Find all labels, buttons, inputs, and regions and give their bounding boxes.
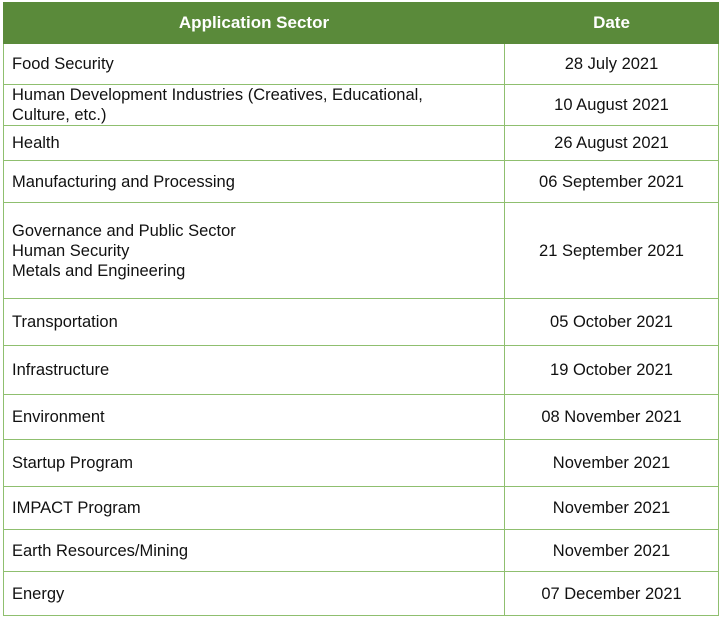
sector-cell [4, 203, 505, 299]
sector-name: Transportation [12, 313, 118, 331]
date-cell: 26 August 2021 [505, 126, 719, 161]
date-cell: 21 September 2021 [505, 203, 719, 299]
application-schedule-table [3, 2, 719, 616]
sector-name: Metals and Engineering [12, 261, 186, 280]
table-row [4, 161, 719, 203]
date-cell: 07 December 2021 [505, 572, 719, 616]
sector-name: Infrastructure [12, 361, 110, 379]
table-row [4, 572, 719, 616]
header-date: Date [505, 3, 719, 44]
date-cell: 05 October 2021 [505, 299, 719, 346]
sector-name: Environment [12, 408, 105, 426]
sector-name: Health [12, 134, 60, 152]
sector-cell [4, 85, 505, 126]
date-cell: 19 October 2021 [505, 346, 719, 395]
table-row [4, 44, 719, 85]
date-cell: 08 November 2021 [505, 395, 719, 440]
table-row [4, 487, 719, 530]
sector-cell [4, 44, 505, 85]
table-row [4, 85, 719, 126]
sector-cell [4, 572, 505, 616]
table-row [4, 299, 719, 346]
sector-name: Human Security [12, 241, 130, 260]
table-row [4, 346, 719, 395]
sector-cell [4, 440, 505, 487]
sector-name: Startup Program [12, 454, 134, 472]
sector-cell [4, 395, 505, 440]
sector-name: Culture, etc.) [12, 106, 107, 124]
date-cell: November 2021 [505, 530, 719, 572]
sector-cell [4, 530, 505, 572]
schedule-table-container [3, 2, 718, 616]
sector-cell [4, 299, 505, 346]
table-row [4, 203, 719, 299]
sector-name: Governance and Public Sector [12, 221, 236, 240]
sector-name: Energy [12, 584, 65, 603]
date-cell: 28 July 2021 [505, 44, 719, 85]
table-row [4, 440, 719, 487]
date-cell: November 2021 [505, 440, 719, 487]
table-body [4, 44, 719, 616]
sector-cell [4, 161, 505, 203]
table-row [4, 395, 719, 440]
header-application-sector: Application Sector [4, 3, 505, 44]
sector-name: Manufacturing and Processing [12, 172, 235, 191]
table-header-row [4, 3, 719, 44]
sector-cell [4, 126, 505, 161]
table-row [4, 530, 719, 572]
date-cell: 06 September 2021 [505, 161, 719, 203]
sector-cell [4, 487, 505, 530]
sector-name: Food Security [12, 55, 114, 73]
table-row [4, 126, 719, 161]
sector-name: Earth Resources/Mining [12, 541, 189, 560]
sector-name: Human Development Industries (Creatives, Educational, [12, 86, 423, 104]
date-cell: 10 August 2021 [505, 85, 719, 126]
sector-cell [4, 346, 505, 395]
sector-name: IMPACT Program [12, 499, 141, 517]
date-cell: November 2021 [505, 487, 719, 530]
